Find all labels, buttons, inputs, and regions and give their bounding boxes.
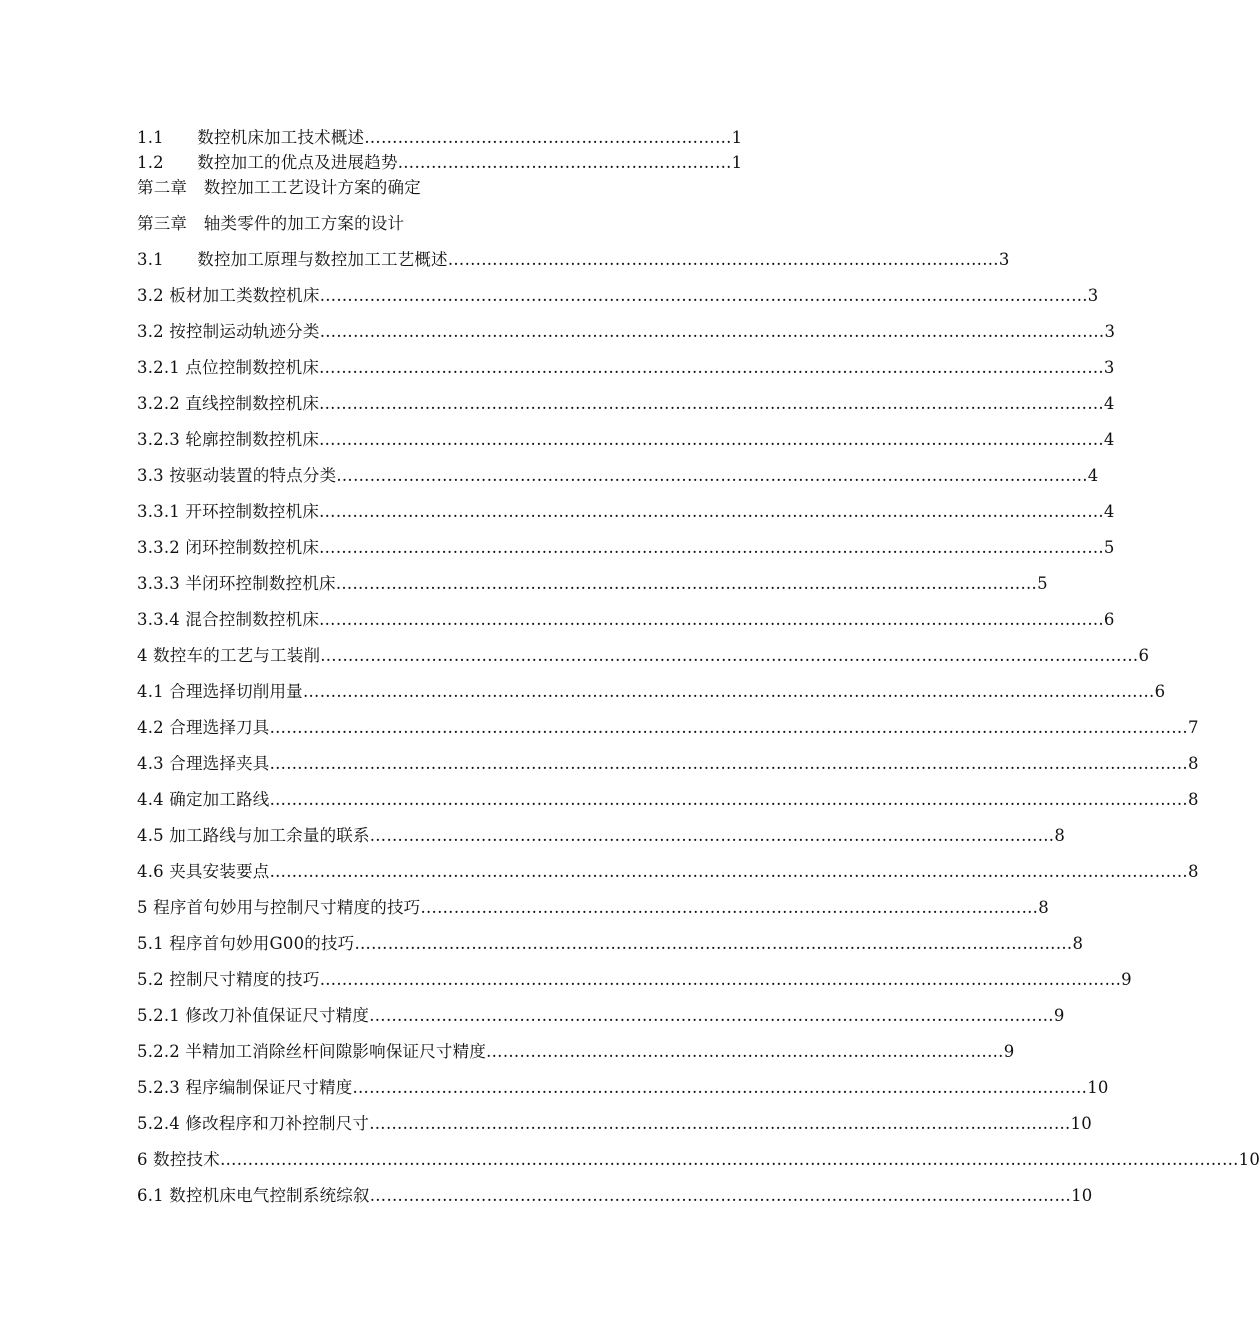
toc-entry (137, 1112, 1092, 1136)
toc-entry (137, 464, 1099, 488)
toc-entry (137, 860, 1199, 884)
toc-entry (137, 248, 1010, 272)
toc-entry-text: 5.2.2 半精加工消除丝杆间隙影响保证尺寸精度…………………………………………………………………………………9 (137, 1042, 1015, 1061)
toc-entry-text: 4 数控车的工艺与工装削…………………………………………………………………………………………………………………………………6 (137, 646, 1150, 665)
toc-entry (137, 428, 1115, 452)
toc-entry (137, 752, 1199, 776)
toc-entry-text: 3.2.2 直线控制数控机床……………………………………………………………………………………………………………………………4 (137, 394, 1115, 413)
toc-entry (137, 1004, 1065, 1028)
toc-entry-text: 1.2 数控加工的优点及进展趋势……………………………………………………1 (137, 153, 743, 172)
toc-entry-text: 3.3.1 开环控制数控机床……………………………………………………………………………………………………………………………4 (137, 502, 1115, 521)
toc-entry-text: 4.6 夹具安装要点…………………………………………………………………………………………………………………………………………………8 (137, 862, 1199, 881)
toc-entry (137, 896, 1049, 920)
toc-entry-text: 1.1 数控机床加工技术概述…………………………………………………………1 (137, 128, 743, 147)
toc-entry-text: 3.2.3 轮廓控制数控机床……………………………………………………………………………………………………………………………4 (137, 430, 1115, 449)
toc-entry-text: 5.2.4 修改程序和刀补控制尺寸………………………………………………………………………………………………………………10 (137, 1114, 1092, 1133)
toc-entry-text: 4.1 合理选择切削用量………………………………………………………………………………………………………………………………………6 (137, 682, 1166, 701)
toc-entry-text: 5.2 控制尺寸精度的技巧………………………………………………………………………………………………………………………………9 (137, 970, 1132, 989)
toc-entry-text: 3.3 按驱动装置的特点分类………………………………………………………………………………………………………………………4 (137, 466, 1099, 485)
toc-entry-text: 4.3 合理选择夹具…………………………………………………………………………………………………………………………………………………8 (137, 754, 1199, 773)
toc-entry (137, 212, 837, 236)
toc-entry (137, 392, 1115, 416)
toc-entry-text: 5 程序首句妙用与控制尺寸精度的技巧…………………………………………………………………………………………………8 (137, 898, 1049, 917)
toc-entry-text: 6.1 数控机床电气控制系统综叙………………………………………………………………………………………………………………10 (137, 1186, 1093, 1205)
toc-entry-text: 6 数控技术…………………………………………………………………………………………………………………………………………………………………10 (137, 1150, 1260, 1169)
toc-entry (137, 151, 757, 175)
toc-entry (137, 572, 1048, 596)
toc-entry (137, 1184, 1093, 1208)
toc-entry-text: 3.3.3 半闭环控制数控机床………………………………………………………………………………………………………………5 (137, 574, 1048, 593)
toc-entry (137, 1076, 1109, 1100)
toc-entry (137, 788, 1199, 812)
toc-entry-text: 3.2 板材加工类数控机床…………………………………………………………………………………………………………………………3 (137, 286, 1099, 305)
toc-entry (137, 500, 1115, 524)
toc-entry-text: 4.4 确定加工路线…………………………………………………………………………………………………………………………………………………8 (137, 790, 1199, 809)
toc-entry (137, 644, 1150, 668)
toc-entry (137, 968, 1132, 992)
toc-entry-text: 3.3.4 混合控制数控机床……………………………………………………………………………………………………………………………6 (137, 610, 1115, 629)
toc-entry (137, 1040, 1015, 1064)
toc-entry (137, 176, 837, 200)
toc-entry-text: 第二章 数控加工工艺设计方案的确定 (137, 178, 421, 197)
toc-entry-text: 5.1 程序首句妙用G00的技巧…………………………………………………………………………………………………………………8 (137, 934, 1084, 953)
toc-entry (137, 1148, 1260, 1172)
toc-entry-text: 3.2.1 点位控制数控机床……………………………………………………………………………………………………………………………3 (137, 358, 1115, 377)
toc-entry-text: 4.2 合理选择刀具…………………………………………………………………………………………………………………………………………………7 (137, 718, 1199, 737)
toc-entry (137, 536, 1115, 560)
toc-entry-text: 3.1 数控加工原理与数控加工工艺概述………………………………………………………………………………………3 (137, 250, 1010, 269)
toc-entry-text: 3.2 按控制运动轨迹分类……………………………………………………………………………………………………………………………3 (137, 322, 1116, 341)
toc-entry (137, 716, 1199, 740)
toc-entry-text: 4.5 加工路线与加工余量的联系……………………………………………………………………………………………………………8 (137, 826, 1066, 845)
toc-entry (137, 320, 1116, 344)
toc-entry-text: 第三章 轴类零件的加工方案的设计 (137, 214, 405, 233)
toc-entry (137, 824, 1066, 848)
toc-entry-text: 5.2.1 修改刀补值保证尺寸精度……………………………………………………………………………………………………………9 (137, 1006, 1065, 1025)
toc-entry-text: 5.2.3 程序编制保证尺寸精度……………………………………………………………………………………………………………………10 (137, 1078, 1109, 1097)
toc-entry (137, 126, 757, 150)
toc-entry (137, 284, 1099, 308)
toc-entry (137, 680, 1166, 704)
toc-entry (137, 932, 1084, 956)
toc-entry-text: 3.3.2 闭环控制数控机床……………………………………………………………………………………………………………………………5 (137, 538, 1115, 557)
toc-entry (137, 356, 1115, 380)
toc-entry (137, 608, 1115, 632)
